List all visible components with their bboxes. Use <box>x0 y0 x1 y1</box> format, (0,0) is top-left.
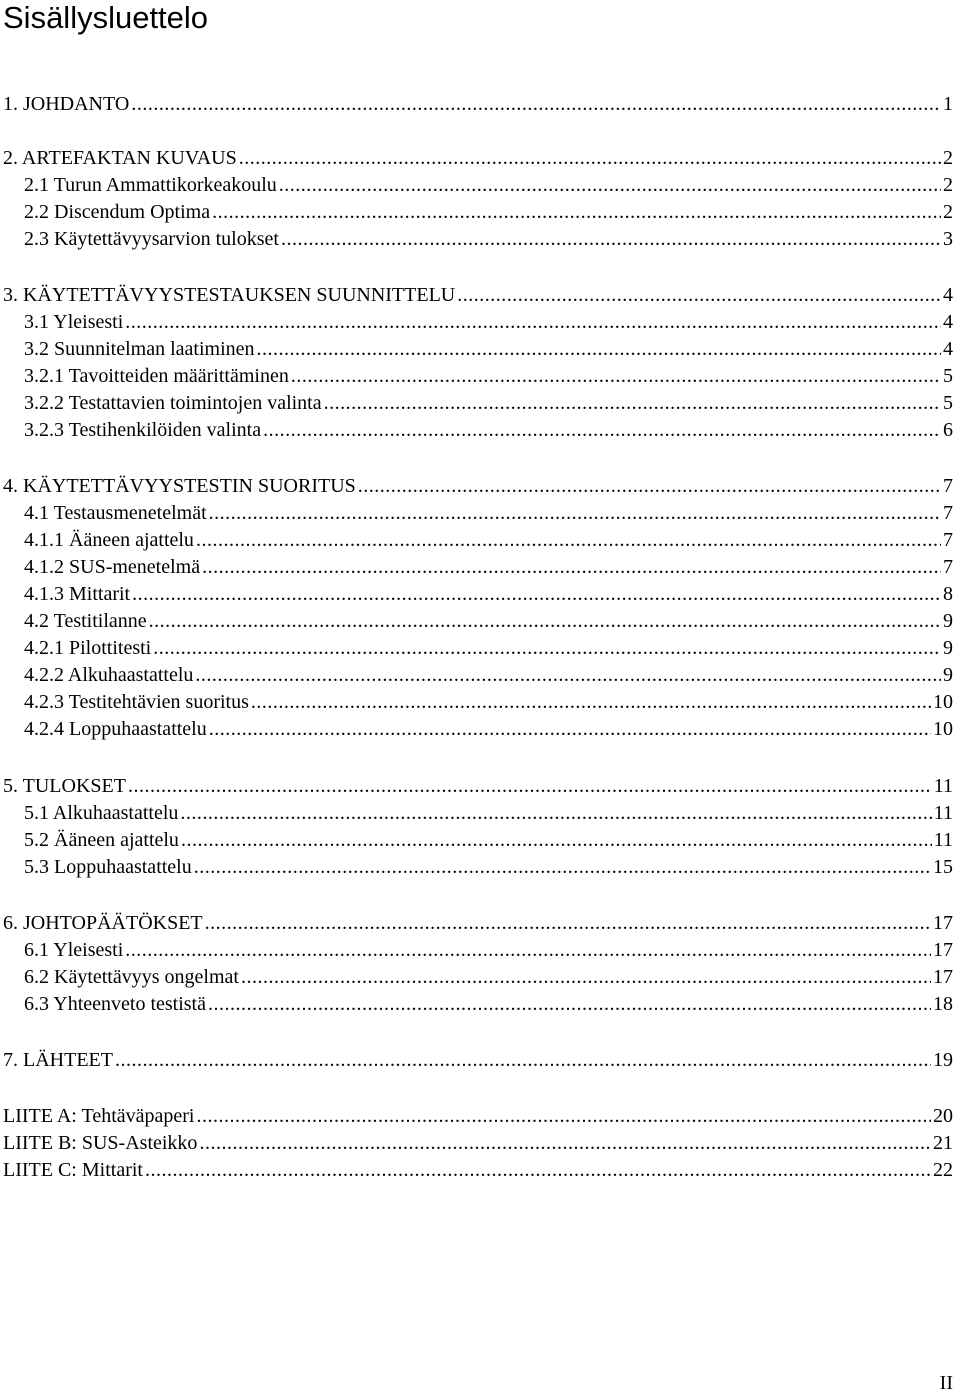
toc-entry[interactable] <box>24 991 953 1018</box>
toc-entry-label: LIITE A: Tehtäväpaperi <box>3 1105 195 1127</box>
toc-entry-label: 4.1.3 Mittarit <box>24 583 131 605</box>
toc-entry-label: 6.2 Käytettävyys ongelmat <box>24 966 239 988</box>
toc-entry-page: 4 <box>943 284 953 306</box>
toc-entry-page: 17 <box>933 939 953 961</box>
toc-entry-label: 4. KÄYTETTÄVYYSTESTIN SUORITUS <box>3 475 356 497</box>
dot-leader <box>149 608 941 635</box>
dot-leader <box>324 390 941 417</box>
toc-entry-page: 1 <box>943 93 953 115</box>
toc-entry[interactable] <box>24 363 953 390</box>
toc-entry[interactable] <box>24 226 953 253</box>
toc-entry-page: 15 <box>933 856 953 878</box>
toc-entry-page: 22 <box>933 1159 953 1181</box>
toc-entry-page: 2 <box>943 174 953 196</box>
toc-entry-label: 4.2.4 Loppuhaastattelu <box>24 718 207 740</box>
toc-entry[interactable] <box>24 689 953 716</box>
toc-entry-label: 3.1 Yleisesti <box>24 311 124 333</box>
dot-leader <box>257 336 941 363</box>
toc-entry[interactable] <box>24 854 953 881</box>
toc-entry[interactable] <box>3 91 953 118</box>
toc-entry-page: 6 <box>943 419 953 441</box>
toc-entry-page: 7 <box>943 475 953 497</box>
dot-leader <box>125 937 931 964</box>
toc-entry[interactable] <box>3 473 953 500</box>
dot-leader <box>251 689 931 716</box>
dot-leader <box>263 417 941 444</box>
dot-leader <box>241 964 931 991</box>
toc-entry-label: LIITE B: SUS-Asteikko <box>3 1132 198 1154</box>
toc-entry-page: 8 <box>943 583 953 605</box>
dot-leader <box>279 172 941 199</box>
toc-entry[interactable] <box>3 773 953 800</box>
dot-leader <box>202 554 941 581</box>
toc-entry[interactable] <box>24 608 953 635</box>
dot-leader <box>180 800 931 827</box>
dot-leader <box>209 716 931 743</box>
toc-entry-page: 2 <box>943 147 953 169</box>
toc-entry-page: 17 <box>933 966 953 988</box>
toc-entry-page: 10 <box>933 691 953 713</box>
toc-entry[interactable] <box>3 1103 953 1130</box>
toc-entry[interactable] <box>24 309 953 336</box>
dot-leader <box>196 1103 931 1130</box>
toc-entry[interactable] <box>24 662 953 689</box>
toc-entry[interactable] <box>24 417 953 444</box>
toc-entry[interactable] <box>3 282 953 309</box>
toc-entry-page: 3 <box>943 228 953 250</box>
dot-leader <box>208 991 931 1018</box>
toc-entry[interactable] <box>3 910 953 937</box>
toc-entry-page: 7 <box>943 556 953 578</box>
toc-entry[interactable] <box>24 336 953 363</box>
page-title: Sisällysluettelo <box>3 0 209 35</box>
toc-entry-page: 9 <box>943 637 953 659</box>
dot-leader <box>132 581 941 608</box>
dot-leader <box>205 910 931 937</box>
toc-entry-label: LIITE C: Mittarit <box>3 1159 143 1181</box>
toc-entry[interactable] <box>24 716 953 743</box>
toc-entry-page: 2 <box>943 201 953 223</box>
toc-entry-label: 2.3 Käytettävyysarvion tulokset <box>24 228 279 250</box>
dot-leader <box>199 1130 931 1157</box>
toc-entry[interactable] <box>24 937 953 964</box>
toc-entry-label: 3. KÄYTETTÄVYYSTESTAUKSEN SUUNNITTELU <box>3 284 456 306</box>
toc-entry-label: 6.3 Yhteenveto testistä <box>24 993 206 1015</box>
toc-entry[interactable] <box>3 1130 953 1157</box>
toc-entry-page: 7 <box>943 502 953 524</box>
dot-leader <box>209 500 941 527</box>
dot-leader <box>194 854 931 881</box>
toc-entry[interactable] <box>24 635 953 662</box>
toc-entry[interactable] <box>24 827 953 854</box>
toc-entry-page: 7 <box>943 529 953 551</box>
toc-entry-page: 20 <box>933 1105 953 1127</box>
dot-leader <box>115 1047 931 1074</box>
toc-entry[interactable] <box>24 581 953 608</box>
dot-leader <box>195 662 941 689</box>
toc-entry-label: 2. ARTEFAKTAN KUVAUS <box>3 147 237 169</box>
dot-leader <box>212 199 941 226</box>
dot-leader <box>358 473 941 500</box>
dot-leader <box>196 527 941 554</box>
toc-entry-page: 4 <box>943 338 953 360</box>
toc-entry[interactable] <box>24 199 953 226</box>
toc-entry-page: 4 <box>943 311 953 333</box>
toc-entry[interactable] <box>24 172 953 199</box>
toc-entry[interactable] <box>24 964 953 991</box>
toc-entry-label: 2.1 Turun Ammattikorkeakoulu <box>24 174 277 196</box>
dot-leader <box>125 309 941 336</box>
toc-entry-label: 3.2.2 Testattavien toimintojen valinta <box>24 392 322 414</box>
toc-entry-label: 4.1.2 SUS-menetelmä <box>24 556 201 578</box>
toc-entry-label: 6. JOHTOPÄÄTÖKSET <box>3 912 203 934</box>
toc-entry-page: 9 <box>943 664 953 686</box>
dot-leader <box>153 635 941 662</box>
toc-entry-label: 5.3 Loppuhaastattelu <box>24 856 192 878</box>
toc-entry-page: 5 <box>943 365 953 387</box>
toc-entry-label: 7. LÄHTEET <box>3 1049 113 1071</box>
toc-entry-label: 4.1.1 Ääneen ajattelu <box>24 529 194 551</box>
toc-entry-page: 9 <box>943 610 953 632</box>
toc-entry-label: 4.2.2 Alkuhaastattelu <box>24 664 194 686</box>
toc-entry-label: 3.2.1 Tavoitteiden määrittäminen <box>24 365 289 387</box>
toc-entry[interactable] <box>24 800 953 827</box>
dot-leader <box>239 145 941 172</box>
toc-entry[interactable] <box>24 500 953 527</box>
toc-entry-label: 4.1 Testausmenetelmät <box>24 502 207 524</box>
toc-entry-page: 17 <box>933 912 953 934</box>
dot-leader <box>131 91 941 118</box>
dot-leader <box>291 363 941 390</box>
toc-entry-page: 18 <box>933 993 953 1015</box>
toc-entry-label: 4.2.1 Pilottitesti <box>24 637 152 659</box>
dot-leader <box>128 773 932 800</box>
toc-entry-label: 5. TULOKSET <box>3 775 126 797</box>
toc-entry-page: 19 <box>933 1049 953 1071</box>
toc-entry[interactable] <box>3 1047 953 1074</box>
toc-entry-label: 2.2 Discendum Optima <box>24 201 211 223</box>
toc-entry-page: 21 <box>933 1132 953 1154</box>
toc-entry-label: 6.1 Yleisesti <box>24 939 124 961</box>
dot-leader <box>181 827 932 854</box>
toc-entry-page: 11 <box>933 829 953 851</box>
dot-leader <box>457 282 941 309</box>
toc-entry-label: 3.2.3 Testihenkilöiden valinta <box>24 419 262 441</box>
toc-entry-page: 10 <box>933 718 953 740</box>
toc-entry-page: 5 <box>943 392 953 414</box>
toc-entry[interactable] <box>24 390 953 417</box>
toc-entry[interactable] <box>24 527 953 554</box>
toc-entry-label: 4.2.3 Testitehtävien suoritus <box>24 691 249 713</box>
page-number: II <box>939 1372 953 1394</box>
dot-leader <box>281 226 941 253</box>
toc-entry[interactable] <box>3 145 953 172</box>
toc-entry-label: 1. JOHDANTO <box>3 93 130 115</box>
toc-entry-label: 3.2 Suunnitelman laatiminen <box>24 338 255 360</box>
toc-entry-page: 11 <box>933 775 953 797</box>
toc-entry[interactable] <box>3 1157 953 1184</box>
dot-leader <box>145 1157 931 1184</box>
toc-entry-label: 5.2 Ääneen ajattelu <box>24 829 179 851</box>
toc-entry-label: 4.2 Testitilanne <box>24 610 147 632</box>
toc-entry-page: 11 <box>933 802 953 824</box>
toc-entry[interactable] <box>24 554 953 581</box>
toc-entry-label: 5.1 Alkuhaastattelu <box>24 802 179 824</box>
